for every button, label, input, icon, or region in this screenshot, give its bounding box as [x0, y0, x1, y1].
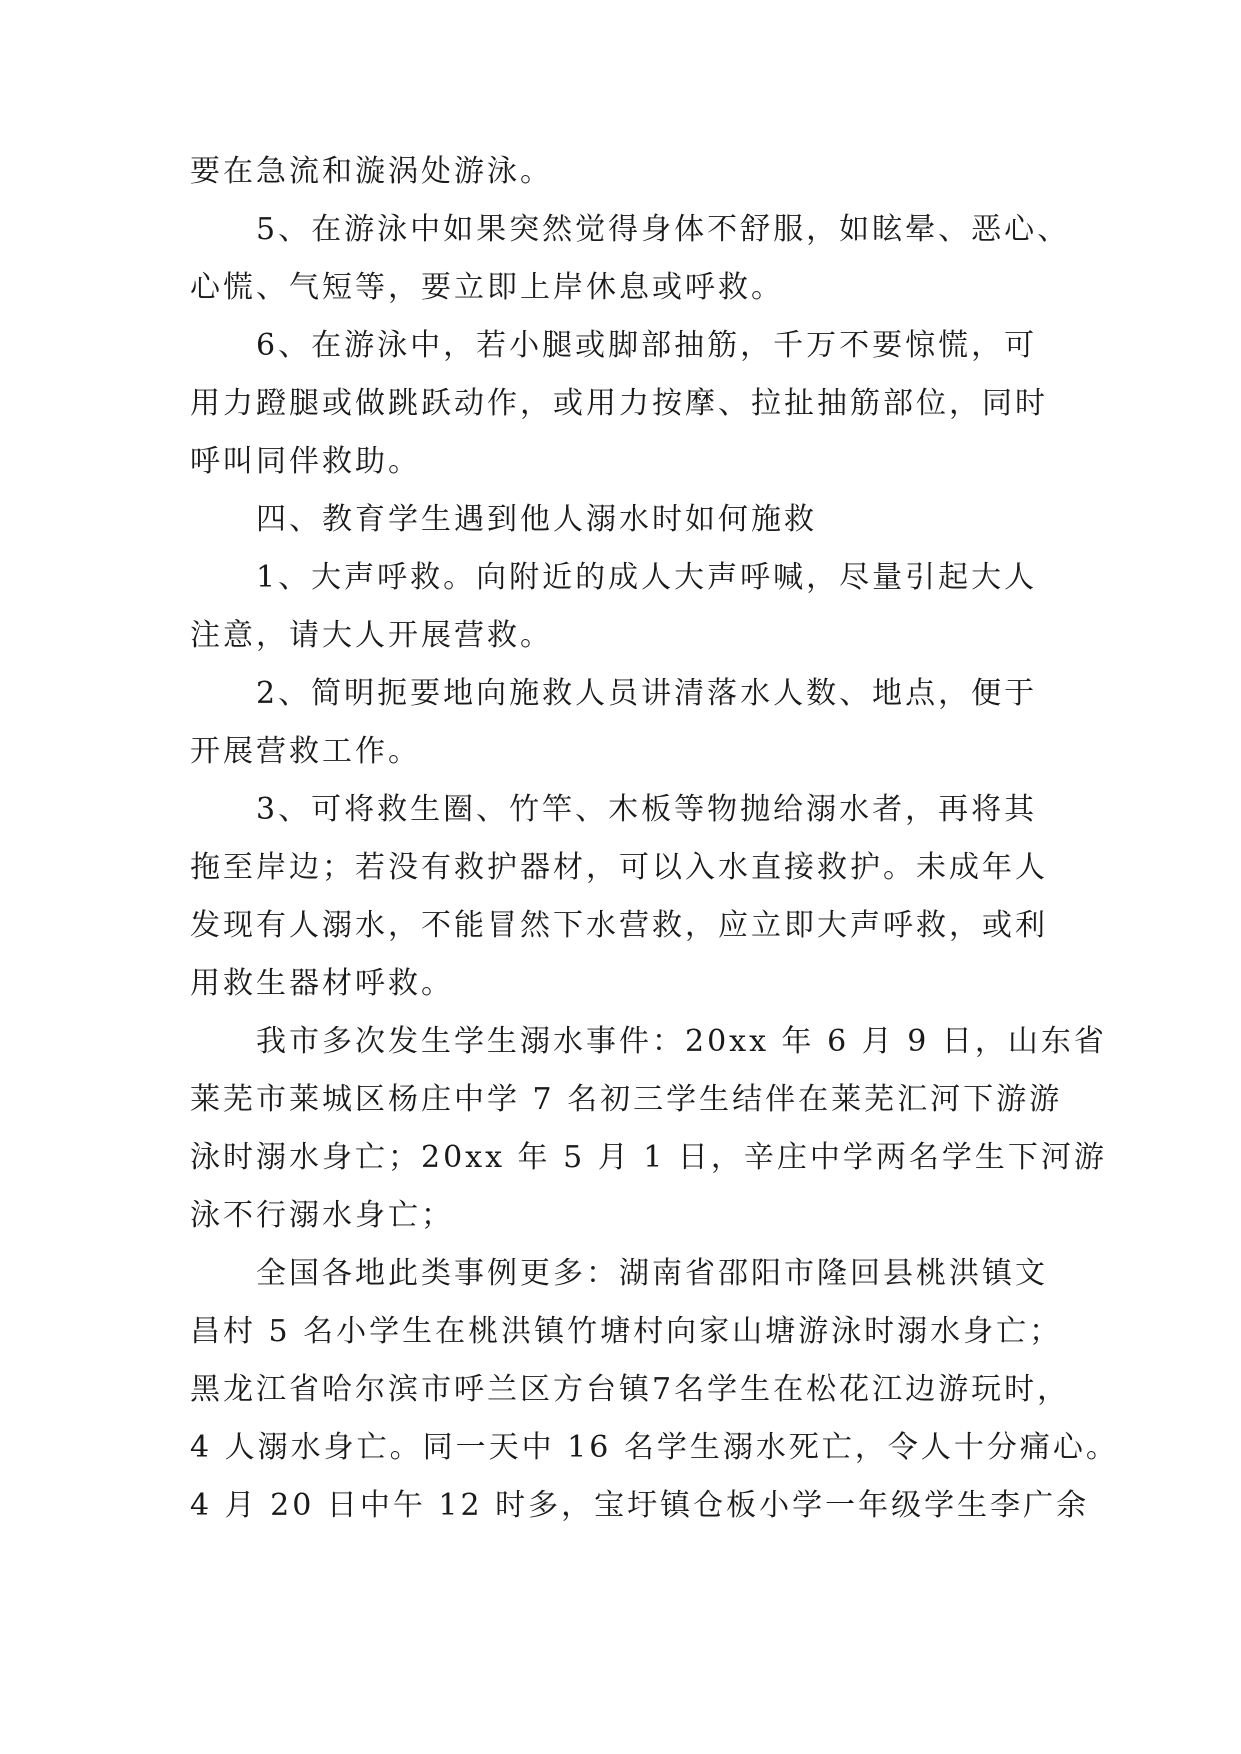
text-line: 4 人溺水身亡。同一天中 16 名学生溺水死亡，令人十分痛心。	[190, 1430, 1119, 1465]
text-line: 泳不行溺水身亡；	[190, 1198, 454, 1233]
text-line: 泳时溺水身亡；20xx 年 5 月 1 日，辛庄中学两名学生下河游	[190, 1140, 1107, 1175]
text-line: 开展营救工作。	[190, 734, 421, 769]
list-item-6: 6、在游泳中，若小腿或脚部抽筋，千万不要惊慌，可	[256, 328, 1038, 363]
text-line: 黑龙江省哈尔滨市呼兰区方台镇7名学生在松花江边游玩时，	[190, 1372, 1071, 1407]
text-line: 拖至岸边；若没有救护器材，可以入水直接救护。未成年人	[190, 850, 1048, 885]
text-line: 发现有人溺水，不能冒然下水营救，应立即大声呼救，或利	[190, 908, 1048, 943]
text-line: 莱芜市莱城区杨庄中学 7 名初三学生结伴在莱芜汇河下游游	[190, 1082, 1063, 1117]
paragraph-start: 我市多次发生学生溺水事件：20xx 年 6 月 9 日，山东省	[256, 1024, 1107, 1059]
list-item-2: 2、简明扼要地向施救人员讲清落水人数、地点，便于	[256, 676, 1038, 711]
text-line: 昌村 5 名小学生在桃洪镇竹塘村向家山塘游泳时溺水身亡；	[190, 1314, 1063, 1349]
list-item-5: 5、在游泳中如果突然觉得身体不舒服，如眩晕、恶心、	[256, 212, 1071, 247]
section-heading: 四、教育学生遇到他人溺水时如何施救	[256, 502, 817, 537]
text-line: 要在急流和漩涡处游泳。	[190, 154, 553, 189]
text-line: 用力蹬腿或做跳跃动作，或用力按摩、拉扯抽筋部位，同时	[190, 386, 1048, 421]
text-line: 用救生器材呼救。	[190, 966, 454, 1001]
text-line: 呼叫同伴救助。	[190, 444, 421, 479]
list-item-3: 3、可将救生圈、竹竿、木板等物抛给溺水者，再将其	[256, 792, 1038, 827]
text-line: 心慌、气短等，要立即上岸休息或呼救。	[190, 270, 784, 305]
paragraph-start: 全国各地此类事例更多：湖南省邵阳市隆回县桃洪镇文	[256, 1256, 1048, 1291]
text-line: 注意，请大人开展营救。	[190, 618, 553, 653]
list-item-1: 1、大声呼救。向附近的成人大声呼喊，尽量引起大人	[256, 560, 1038, 595]
text-line: 4 月 20 日中午 12 时多，宝圩镇仓板小学一年级学生李广余	[190, 1488, 1090, 1523]
